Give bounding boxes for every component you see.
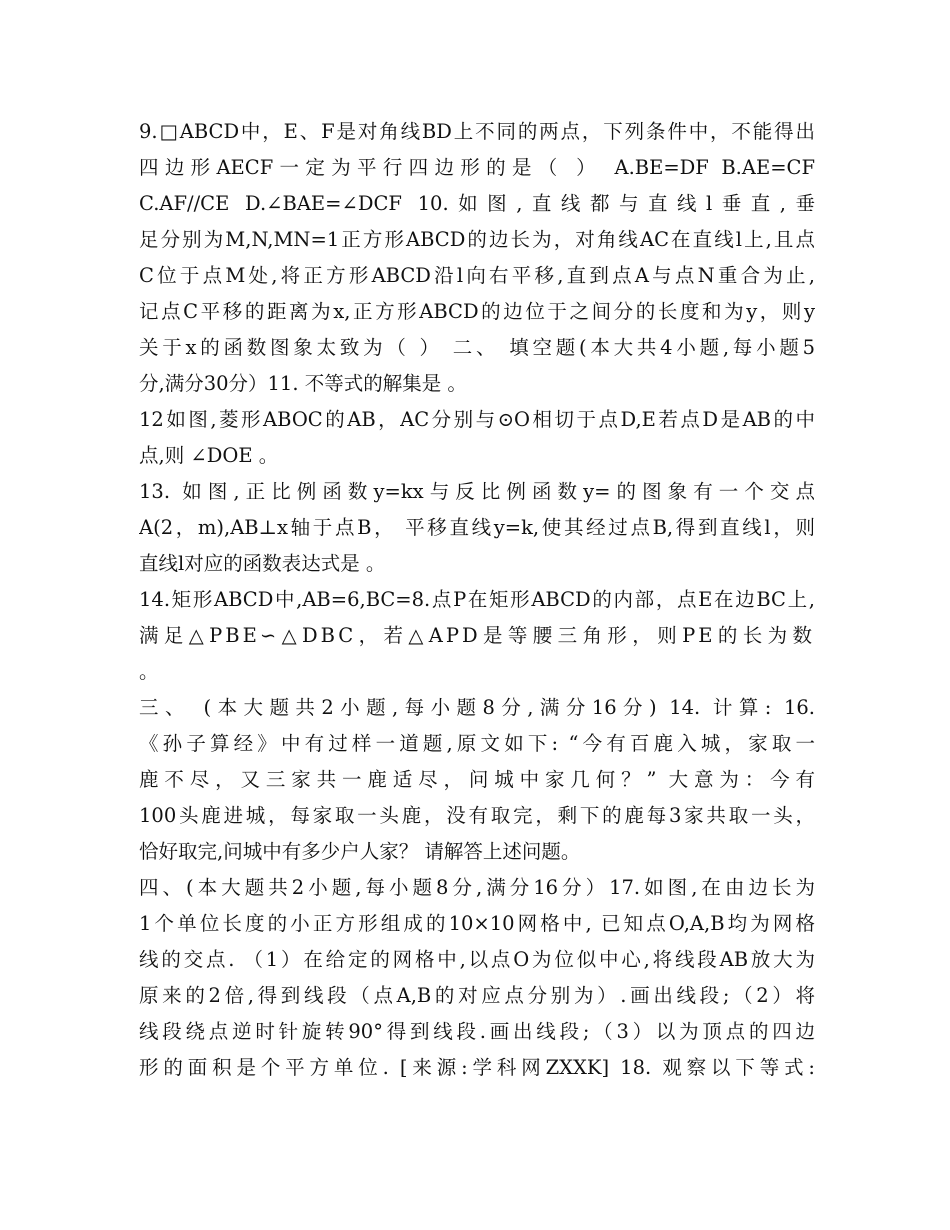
text-line: 四、(本大题共2小题,每小题8分,满分16分）17.如图,在由边长为 <box>139 876 815 899</box>
text-line: 9.□ABCD中，E、F是对角线BD上不同的两点，下列条件中，不能得出 <box>139 120 815 143</box>
text-line: 点,则 ∠DOE 。 <box>139 444 279 467</box>
text-line: 14.矩形ABCD中,AB=6,BC=8.点P在矩形ABCD的内部，点E在边BC上, <box>139 588 815 611</box>
text-line: C位于点M处,将正方形ABCD沿l向右平移,直到点A与点N重合为止, <box>139 264 815 287</box>
text-line: 100头鹿进城，每家取一头鹿，没有取完，剩下的鹿每3家共取一头， <box>139 804 815 827</box>
text-line: 分,满分30分）11. 不等式的解集是 。 <box>139 372 467 395</box>
text-line: 13. 如图,正比例函数y=kx与反比例函数y=的图象有一个交点 <box>139 480 815 503</box>
text-line: 12如图,菱形ABOC的AB，AC分别与⊙O相切于点D,E若点D是AB的中 <box>139 408 815 431</box>
text-line: 恰好取完,问城中有多少户人家？ 请解答上述问题。 <box>139 840 581 863</box>
text-line: 足分别为M,N,MN=1正方形ABCD的边长为，对角线AC在直线l上,且点 <box>139 228 815 251</box>
text-line: 原来的2倍,得到线段（点A,B的对应点分别为）.画出线段;（2）将 <box>139 984 815 1007</box>
text-line: 关于x的函数图象太致为（ ） 二、 填空题(本大共4小题,每小题5 <box>139 336 815 359</box>
text-line: 记点C平移的距离为x,正方形ABCD的边位于之间分的长度和为y，则y <box>139 300 815 323</box>
text-line: 三、 (本大题共2小题,每小题8分,满分16分) 14. 计算: 16. <box>139 696 815 719</box>
text-line: 满足△PBE∽△DBC，若△APD是等腰三角形，则PE的长为数 <box>139 624 815 647</box>
text-line: C.AF//CE D.∠BAE=∠DCF 10.如图,直线都与直线l垂直,垂 <box>139 192 815 215</box>
text-line: 直线l对应的函数表达式是 。 <box>139 552 386 575</box>
text-line: 《孙子算经》中有过样一道题,原文如下: “今有百鹿入城，家取一 <box>139 732 815 755</box>
text-line: 线段绕点逆时针旋转90°得到线段.画出线段;（3）以为顶点的四边 <box>139 1020 815 1043</box>
text-line: 鹿不尽，又三家共一鹿适尽，问城中家几何？” 大意为：今有 <box>139 768 815 791</box>
text-line: 形的面积是个平方单位. [来源:学科网ZXXK] 18. 观察以下等式: <box>139 1056 815 1079</box>
text-line: 。 <box>139 660 159 683</box>
text-line: A(2，m),AB⊥x轴于点B， 平移直线y=k,使其经过点B,得到直线l，则 <box>139 516 815 539</box>
text-line: 线的交点. （1）在给定的网格中,以点O为位似中心,将线段AB放大为 <box>139 948 815 971</box>
text-line: 1个单位长度的小正方形组成的10×10网格中, 已知点O,A,B均为网格 <box>139 912 815 935</box>
text-line: 四边形AECF一定为平行四边形的是（ ） A.BE=DF B.AE=CF <box>139 156 815 179</box>
